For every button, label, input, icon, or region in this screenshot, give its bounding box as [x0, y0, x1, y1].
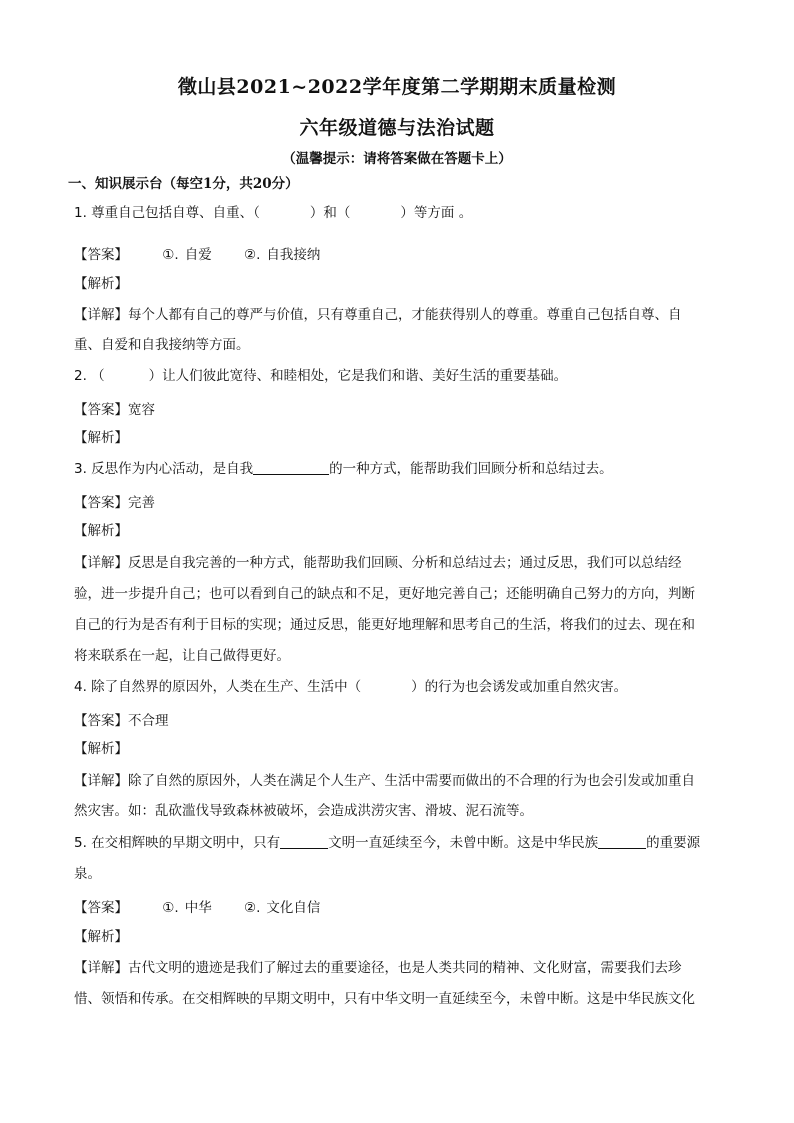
answer-label: 【答案】: [74, 713, 128, 729]
answer-option-2: ②. 文化自信: [244, 900, 321, 916]
analysis-label: 【解析】: [74, 929, 128, 945]
section-heading: 一、知识展示台（每空1分，共20分）: [68, 176, 299, 192]
detail-3-line-3: 自己的行为是否有利于目标的实现；通过反思，能更好地理解和思考自己的生活，将我们的过去、现在和: [74, 617, 695, 633]
detail-1-line-1: 【详解】每个人都有自己的尊严与价值，只有尊重自己，才能获得别人的尊重。尊重自己包括自尊、自: [74, 307, 682, 323]
question-1: [74, 203, 724, 223]
instruction-note: （温馨提示：请将答案做在答题卡上）: [282, 151, 512, 167]
fill-blank: [253, 460, 329, 475]
answer-label: 【答案】: [74, 900, 128, 916]
analysis-label: 【解析】: [74, 741, 128, 757]
detail-3-line-1: 【详解】反思是自我完善的一种方式，能帮助我们回顾、分析和总结过去；通过反思，我们可以总结经: [74, 555, 682, 571]
answer-text: 不合理: [128, 713, 169, 729]
detail-4-line-2: 然灾害。如：乱砍滥伐导致森林被破坏，会造成洪涝灾害、滑坡、泥石流等。: [74, 803, 533, 819]
fill-blank: [280, 834, 328, 849]
question-3: 3. 反思作为内心活动，是自我 的一种方式，能帮助我们回顾分析和总结过去。: [74, 461, 613, 477]
answer-row-2: [74, 398, 155, 418]
question-1-part-c: ）等方面 。: [400, 205, 473, 221]
question-4: 4. 除了自然界的原因外，人类在生产、生活中（ ）的行为也会诱发或加重自然灾害。: [74, 679, 628, 695]
question-5: 5. 在交相辉映的早期文明中，只有 文明一直延续至今，未曾中断。这是中华民族 的重要源: [74, 835, 701, 851]
answer-label: 【答案】: [74, 495, 128, 511]
detail-4-line-1: 【详解】除了自然的原因外，人类在满足个人生产、生活中需要而做出的不合理的行为也会引发或加重自: [74, 773, 695, 789]
analysis-label: 【解析】: [74, 523, 128, 539]
question-2: 2. （ ）让人们彼此宽待、和睦相处，它是我们和谐、美好生活的重要基础。: [74, 368, 568, 384]
fill-blank: [598, 834, 646, 849]
detail-1-line-2: 重、自爱和自我接纳等方面。: [74, 337, 250, 353]
answer-text: 宽容: [128, 402, 155, 418]
answer-option-2: ②. 自我接纳: [244, 247, 321, 263]
detail-5-line-1: 【详解】古代文明的遗迹是我们了解过去的重要途径，也是人类共同的精神、文化财富，需要我们去珍: [74, 960, 682, 976]
answer-option-1: ①. 中华: [162, 900, 212, 916]
analysis-label: 【解析】: [74, 430, 128, 446]
page-title: 徵山县2021~2022学年度第二学期期末质量检测: [177, 76, 617, 98]
question-5-continued: 泉。: [74, 866, 101, 882]
detail-5-line-2: 惜、领悟和传承。在交相辉映的早期文明中，只有中华文明一直延续至今，未曾中断。这是中华民族文化: [74, 991, 695, 1007]
answer-text: 完善: [128, 495, 155, 511]
page-subtitle: 六年级道德与法治试题: [299, 117, 495, 139]
detail-3-line-2: 验，进一步提升自己；也可以看到自己的缺点和不足，更好地完善自己；还能明确自己努力的方向，判断: [74, 586, 695, 602]
question-1-part-b: ）和（: [309, 205, 351, 221]
answer-row-1: [74, 243, 320, 263]
analysis-label: 【解析】: [74, 276, 128, 292]
answer-row-3: [74, 491, 155, 511]
answer-option-1: ①. 自爱: [162, 247, 212, 263]
detail-3-line-4: 将来联系在一起，让自己做得更好。: [74, 648, 290, 664]
answer-row-4: [74, 709, 169, 729]
answer-label: 【答案】: [74, 402, 128, 418]
question-1-part-a: 1. 尊重自己包括自尊、自重、（: [74, 205, 260, 221]
answer-row-5: [74, 896, 320, 916]
answer-label: 【答案】: [74, 247, 128, 263]
